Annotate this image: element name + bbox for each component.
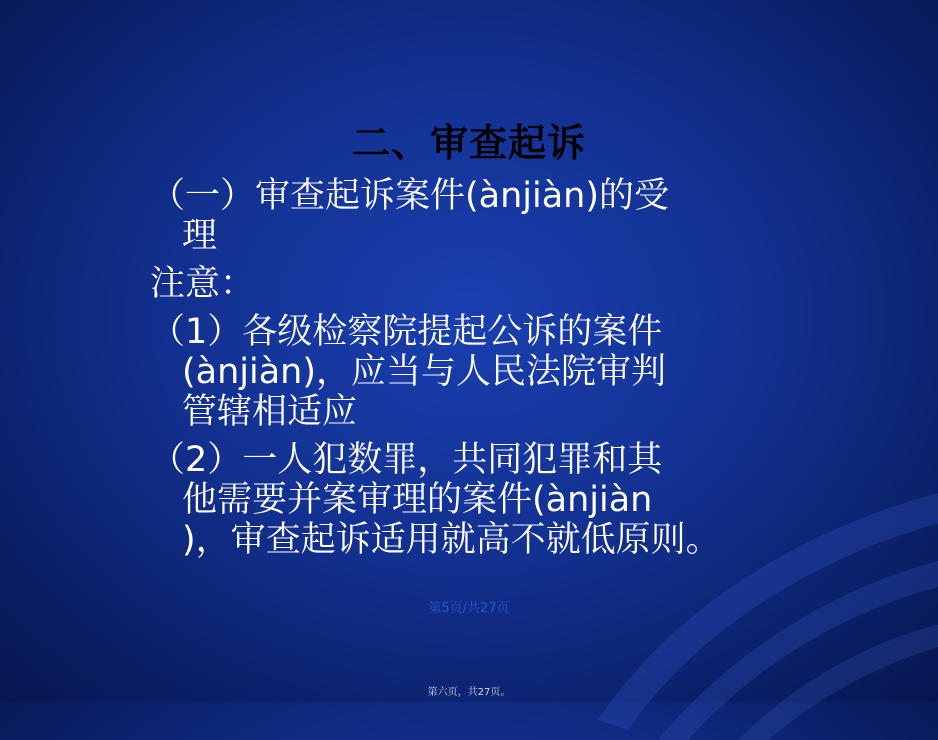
heading-line-2: 理	[182, 216, 218, 256]
slide-title: 二、审查起诉	[351, 121, 586, 165]
item-1-line-1: （1）各级检察院提起公诉的案件	[150, 312, 663, 352]
item-1-line-3: 管辖相适应	[182, 392, 358, 432]
item-2-line-3: )，审查起诉适用就高不就低原则。	[182, 520, 721, 560]
note-label: 注意：	[150, 264, 256, 304]
heading-line-1: （一）审查起诉案件(ànjiàn)的受	[150, 176, 670, 216]
item-2-line-2: 他需要并案审理的案件(ànjiàn	[182, 480, 653, 520]
item-2-line-1: （2）一人犯数罪，共同犯罪和其	[150, 440, 663, 480]
footer-text: 第六页，共27页。	[427, 687, 511, 698]
item-1-line-2: (ànjiàn)，应当与人民法院审判	[182, 352, 667, 392]
page-number: 第5页/共27页	[428, 601, 510, 616]
